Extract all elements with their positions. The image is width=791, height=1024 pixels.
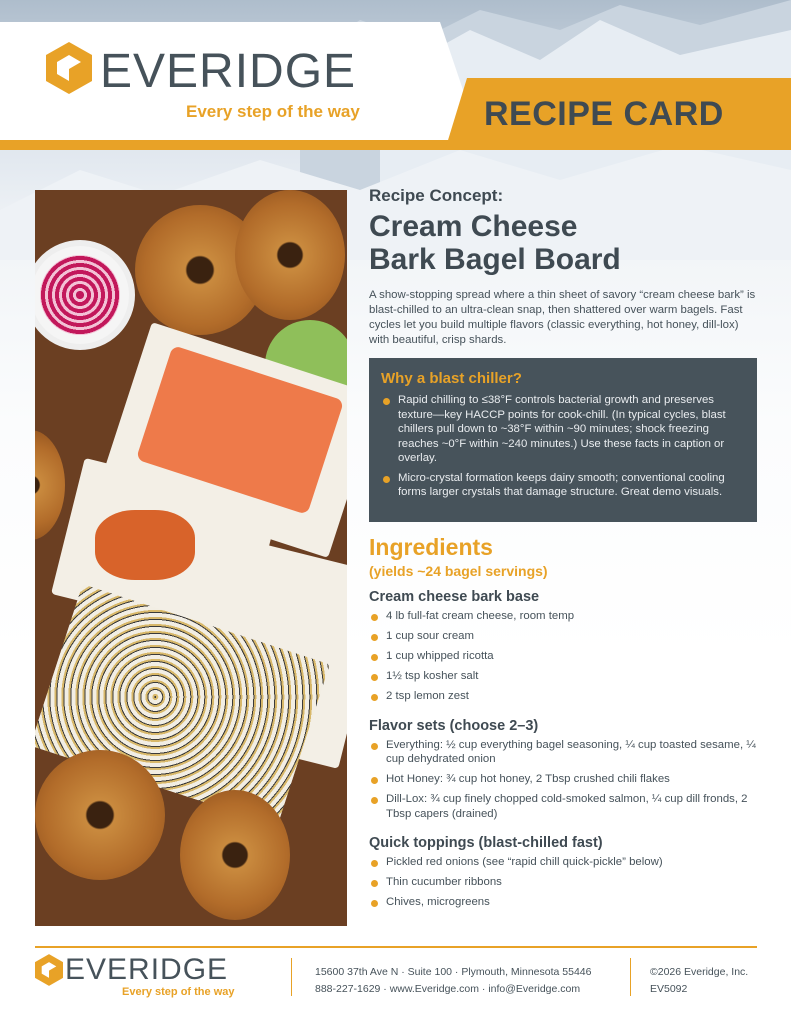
recipe-title-line-1: Cream Cheese <box>369 210 578 243</box>
recipe-intro: A show-stopping spread where a thin sheet of savory “cream cheese bark” is blast-chilled to an ultra-clean snap, then shattered over warm bagels. Fast cycles let you build multiple flavors (classic everything, hot honey, dill-lox) with beautiful, crisp shards. <box>369 289 756 346</box>
recipe-card-label: RECIPE CARD <box>484 95 724 133</box>
flavor-item: Hot Honey: ¾ cup hot honey, 2 Tbsp crushed chili flakes <box>369 772 759 787</box>
bagel-board-photo <box>35 190 347 926</box>
ingredient-item: 1½ tsp kosher salt <box>369 669 759 684</box>
everidge-logo-mark-icon <box>46 42 92 94</box>
ingredients-section <box>369 534 759 915</box>
footer-address: 15600 37th Ave N · Suite 100 · Plymouth, Minnesota 55446 <box>315 966 592 978</box>
ingredient-item: 1 cup whipped ricotta <box>369 649 759 664</box>
footer-divider <box>35 946 757 948</box>
flavors-heading: Flavor sets (choose 2–3) <box>369 717 539 734</box>
topping-item: Pickled red onions (see “rapid chill quick-pickle” below) <box>369 855 759 870</box>
why-blast-chiller-box <box>369 358 757 522</box>
logo-tagline: Every step of the way <box>186 102 360 121</box>
topping-item: Thin cucumber ribbons <box>369 875 759 890</box>
footer-separator <box>291 958 292 996</box>
yields-text: (yields ~24 bagel servings) <box>369 563 548 579</box>
flavor-item: Everything: ½ cup everything bagel seasoning, ¼ cup toasted sesame, ¼ cup dehydrated onion <box>369 738 759 767</box>
why-heading: Why a blast chiller? <box>381 370 522 387</box>
recipe-title-line-2: Bark Bagel Board <box>369 243 621 276</box>
footer-logo-wordmark: EVERIDGE <box>65 953 229 986</box>
toppings-heading: Quick toppings (blast-chilled fast) <box>369 835 603 851</box>
ingredients-heading: Ingredients <box>369 534 493 560</box>
ingredient-item: 2 tsp lemon zest <box>369 689 759 704</box>
recipe-title <box>369 210 759 276</box>
ingredient-item: 4 lb full-fat cream cheese, room temp <box>369 609 759 624</box>
recipe-kicker: Recipe Concept: <box>369 186 504 205</box>
everidge-logo-mark-icon <box>35 954 63 986</box>
why-item: Rapid chilling to ≤38°F controls bacterial growth and preserves texture—key HACCP points for cook-chill. (In typical cycles, blast chillers pull down to ~38°F within ~90 minutes; shock freezing reaches ~0°F within ~240 minutes.) Use these facts in caption or overlay. <box>381 393 745 466</box>
footer-separator <box>630 958 631 996</box>
footer-copyright-block <box>650 964 748 998</box>
footer-copyright: ©2026 Everidge, Inc. <box>650 966 749 978</box>
topping-item: Chives, microgreens <box>369 895 759 910</box>
footer-logo-tagline: Every step of the way <box>122 986 235 998</box>
base-heading: Cream cheese bark base <box>369 589 540 605</box>
footer-doc-code: EV5092 <box>650 983 688 995</box>
footer-contact: 888-227-1629 · www.Everidge.com · info@Everidge.com <box>315 983 581 995</box>
why-item: Micro-crystal formation keeps dairy smooth; conventional cooling forms larger crystals that damage structure. Great demo visuals. <box>381 471 745 500</box>
flavor-item: Dill-Lox: ¾ cup finely chopped cold-smoked salmon, ¼ cup dill fronds, 2 Tbsp capers (drained) <box>369 792 759 821</box>
footer-address-block <box>315 964 592 998</box>
ingredient-item: 1 cup sour cream <box>369 629 759 644</box>
logo-wordmark: EVERIDGE <box>100 45 357 98</box>
